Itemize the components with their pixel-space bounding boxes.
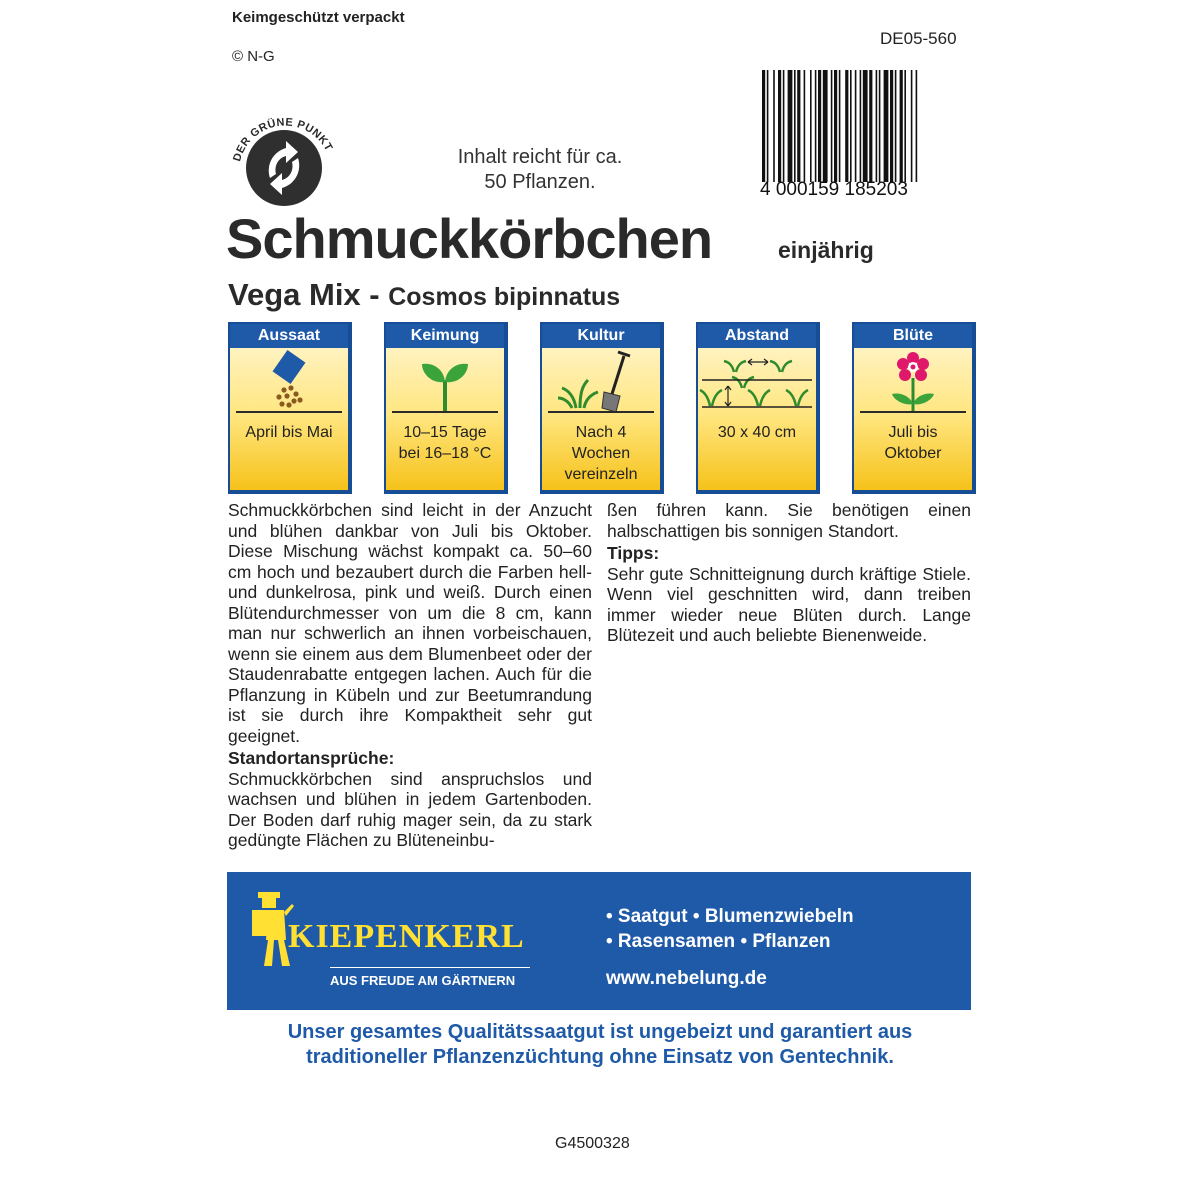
- tile-title: Aussaat: [230, 324, 348, 348]
- brand-name: KIEPENKERL: [288, 918, 525, 955]
- barcode-digits: 4 000159 185203: [760, 179, 908, 200]
- barcode-bar: [855, 70, 857, 182]
- barcode-bar: [794, 70, 796, 182]
- guarantee-line2: traditioneller Pflanzenzüchtung ohne Einsatz von Gentechnik.: [306, 1046, 894, 1068]
- product-range-line2: • Rasensamen • Pflanzen: [606, 931, 831, 952]
- barcode-bar: [890, 70, 893, 182]
- description-column-right: [607, 500, 971, 646]
- product-variety: [228, 277, 620, 313]
- tile-text: April bis Mai: [245, 424, 333, 441]
- seed-packet-icon: [230, 350, 348, 414]
- barcode-bar: [834, 70, 837, 182]
- barcode-bar: [767, 70, 769, 182]
- tile-text: Juli bis Oktober: [884, 424, 942, 462]
- guarantee-line1: Unser gesamtes Qualitätssaatgut ist ungebeizt und garantiert aus: [287, 1021, 913, 1043]
- variety-name: Vega Mix -: [228, 277, 380, 312]
- barcode-bar: [879, 70, 881, 182]
- intro-text: Schmuckkörbchen sind leicht in der Anzucht und blühen dankbar von Juli bis Oktober. Diese Mischung wächst kompakt ca. 50–60 cm hoch und bezaubert durch die Farben hell- und dunkelrosa, pink und weiß. Durch einen Blütendurchmesser von um die 8 cm, kann man nur schwerlich an ihnen vorbeischauen, wenn sie einem aus dem Blumenbeet oder der Staudenrabatte entgegen lachen. Auch für die Pflanzung in Kübeln und zur Beetumrandung ist sie durch ihre Kompaktheit sehr gut geeignet.: [228, 500, 592, 746]
- tile-text: 10–15 Tage bei 16–18 °C: [398, 424, 492, 462]
- barcode-bar: [797, 70, 800, 182]
- spade-plant-icon: [542, 350, 660, 414]
- green-dot-logo: [226, 96, 342, 212]
- barcode-bar: [762, 70, 765, 182]
- protection-note: Keimgeschützt verpackt: [232, 9, 405, 26]
- barcode-bar: [810, 70, 812, 182]
- footer-code: G4500328: [555, 1135, 630, 1152]
- barcode-bar: [839, 70, 841, 182]
- ground-line: [860, 411, 966, 413]
- tile-title: Blüte: [854, 324, 972, 348]
- barcode-bar: [876, 70, 878, 182]
- barcode-bar: [788, 70, 793, 182]
- content-info: [395, 145, 685, 195]
- tile-bluete: [852, 322, 1094, 492]
- barcode: [762, 70, 958, 182]
- tile-title: Keimung: [386, 324, 504, 348]
- barcode-bar: [900, 70, 903, 182]
- barcode-bar: [818, 70, 821, 182]
- spacing-icon: [698, 350, 816, 414]
- barcode-bar: [831, 70, 833, 182]
- tile-title: Abstand: [698, 324, 816, 348]
- ground-line: [236, 411, 342, 413]
- barcode-bar: [860, 70, 862, 182]
- tile-text: Nach 4 Wochen vereinzeln: [564, 424, 638, 483]
- barcode-bar: [778, 70, 781, 182]
- product-name: Schmuckkörbchen: [226, 207, 713, 270]
- tile-text: 30 x 40 cm: [717, 424, 797, 441]
- barcode-bar: [916, 70, 918, 182]
- green-dot-ring-text: DER GRÜNE PUNKT: [231, 116, 335, 163]
- location-text: Schmuckkörbchen sind anspruchslos und wachsen und blühen in jedem Gartenboden. Der Boden darf ruhig mager sein, da zu stark gedüngte Flächen zu Blüteneinbu-: [228, 768, 592, 850]
- content-info-line2: 50 Pflanzen.: [484, 171, 596, 193]
- flower-icon: [854, 350, 972, 414]
- product-lifecycle: einjährig: [778, 237, 874, 263]
- product-range-line1: • Saatgut • Blumenzwiebeln: [606, 906, 854, 927]
- barcode-bar: [845, 70, 848, 182]
- barcode-bar: [773, 70, 775, 182]
- barcode-bar: [884, 70, 889, 182]
- barcode-bar: [869, 70, 872, 182]
- barcode-bar: [895, 70, 897, 182]
- brand-divider: [330, 967, 530, 968]
- location-heading: Standortansprüche:: [228, 748, 395, 768]
- barcode-bar: [804, 70, 806, 182]
- location-text-continued: ßen führen kann. Sie benötigen einen halbschattigen bis sonnigen Standort.: [607, 500, 971, 541]
- latin-name: Cosmos bipinnatus: [388, 283, 621, 311]
- brand-tagline: AUS FREUDE AM GÄRTNERN: [330, 973, 516, 988]
- quality-guarantee: [200, 1020, 1000, 1070]
- description-column-left: [228, 500, 592, 851]
- ground-line: [548, 411, 654, 413]
- barcode-bar: [783, 70, 785, 182]
- tile-title: Kultur: [542, 324, 660, 348]
- content-info-line1: Inhalt reicht für ca.: [457, 146, 623, 168]
- item-code: DE05-560: [880, 29, 957, 48]
- seedling-icon: [386, 350, 504, 414]
- tips-text: Sehr gute Schnitteignung durch kräftige Stiele. Wenn viel geschnitten wird, dann treiben immer wieder neue Blüten durch. Lange Blütezeit und auch beliebte Bienenweide.: [607, 563, 971, 645]
- website-link[interactable]: www.nebelung.de: [606, 968, 767, 989]
- ground-line: [392, 411, 498, 413]
- barcode-bar: [850, 70, 852, 182]
- barcode-bar: [911, 70, 913, 182]
- barcode-bar: [815, 70, 817, 182]
- barcode-bar: [823, 70, 828, 182]
- tips-heading: Tipps:: [607, 543, 660, 563]
- copyright-note: © N-G: [232, 48, 275, 65]
- barcode-bar: [863, 70, 868, 182]
- barcode-bar: [904, 70, 906, 182]
